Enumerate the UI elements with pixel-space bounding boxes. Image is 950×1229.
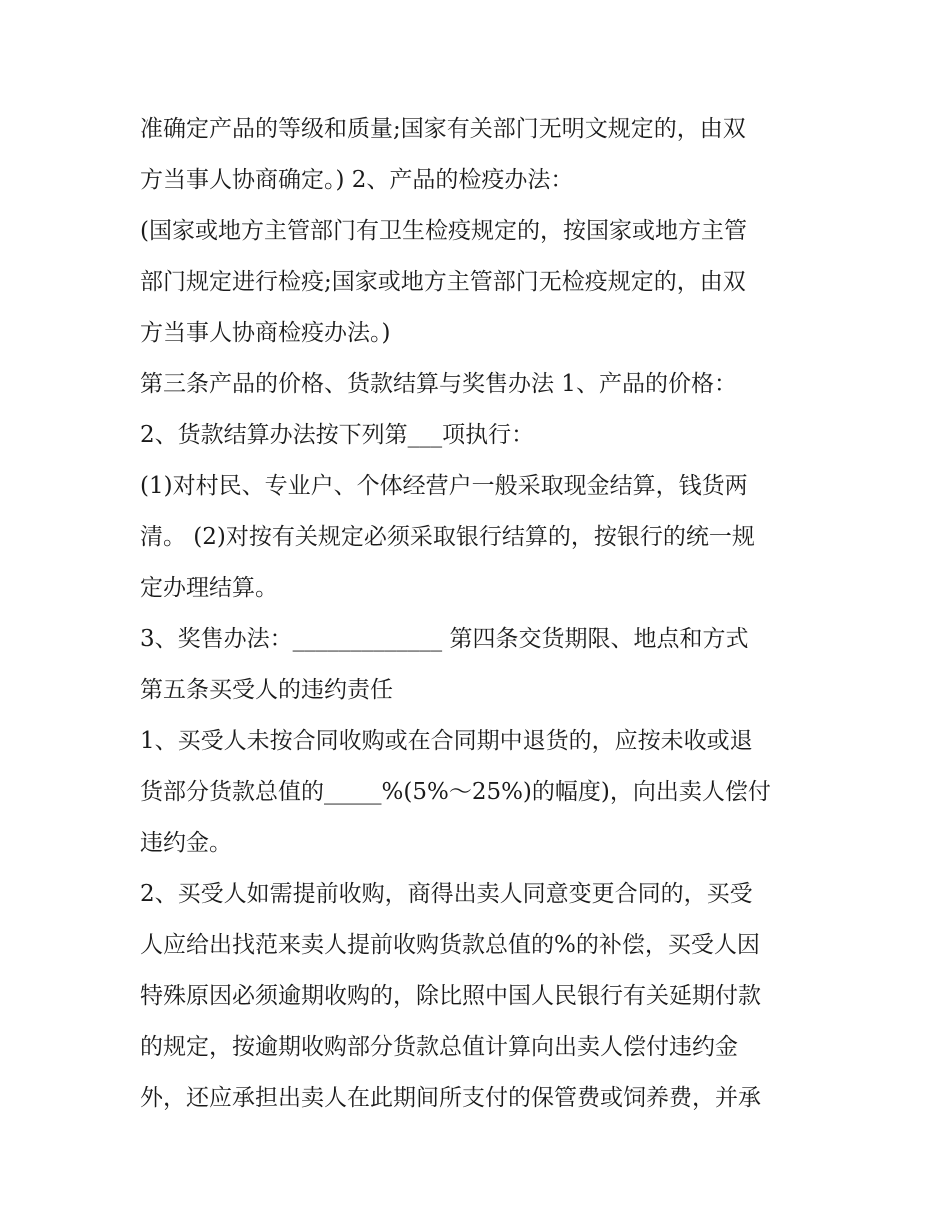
section-heading-3: 第三条产品的价格、货款结算与奖售办法 1、产品的价格： (140, 371, 737, 397)
section-heading-5: 第五条买受人的违约责任 (140, 677, 393, 703)
contract-text (140, 104, 820, 1124)
text-line: 的规定，按逾期收购部分货款总值计算向出卖人偿付违约金 (140, 1034, 738, 1060)
text-line: 2、货款结算办法按下列第___项执行： (140, 422, 535, 448)
text-line: 清。 (2)对按有关规定必须采取银行结算的，按银行的统一规 (140, 524, 755, 550)
text-line: 3、奖售办法：_____________ 第四条交货期限、地点和方式 (140, 626, 749, 652)
text-line: 方当事人协商检疫办法。) (140, 320, 391, 346)
text-line: 方当事人协商确定。) 2、产品的检疫办法： (140, 167, 574, 193)
text-line: 特殊原因必须逾期收购的，除比照中国人民银行有关延期付款 (140, 983, 761, 1009)
text-line: 2、买受人如需提前收购，商得出卖人同意变更合同的，买受 (140, 881, 753, 907)
text-line: 外，还应承担出卖人在此期间所支付的保管费或饲养费，并承 (140, 1085, 761, 1111)
text-line: 准确定产品的等级和质量;国家有关部门无明文规定的，由双 (140, 116, 746, 142)
text-line: 部门规定进行检疫;国家或地方主管部门无检疫规定的，由双 (140, 269, 746, 295)
text-line: 人应给出找范来卖人提前收购货款总值的%的补偿，买受人因 (140, 932, 760, 958)
text-line: 货部分货款总值的_____%(5%～25%)的幅度)，向出卖人偿付 (140, 779, 771, 805)
text-line: 定办理结算。 (140, 575, 278, 601)
text-line: (国家或地方主管部门有卫生检疫规定的，按国家或地方主管 (140, 218, 747, 244)
text-line: 1、买受人未按合同收购或在合同期中退货的，应按未收或退 (140, 728, 753, 754)
text-line: (1)对村民、专业户、个体经营户一般采取现金结算，钱货两 (140, 473, 748, 499)
text-line: 违约金。 (140, 830, 232, 856)
